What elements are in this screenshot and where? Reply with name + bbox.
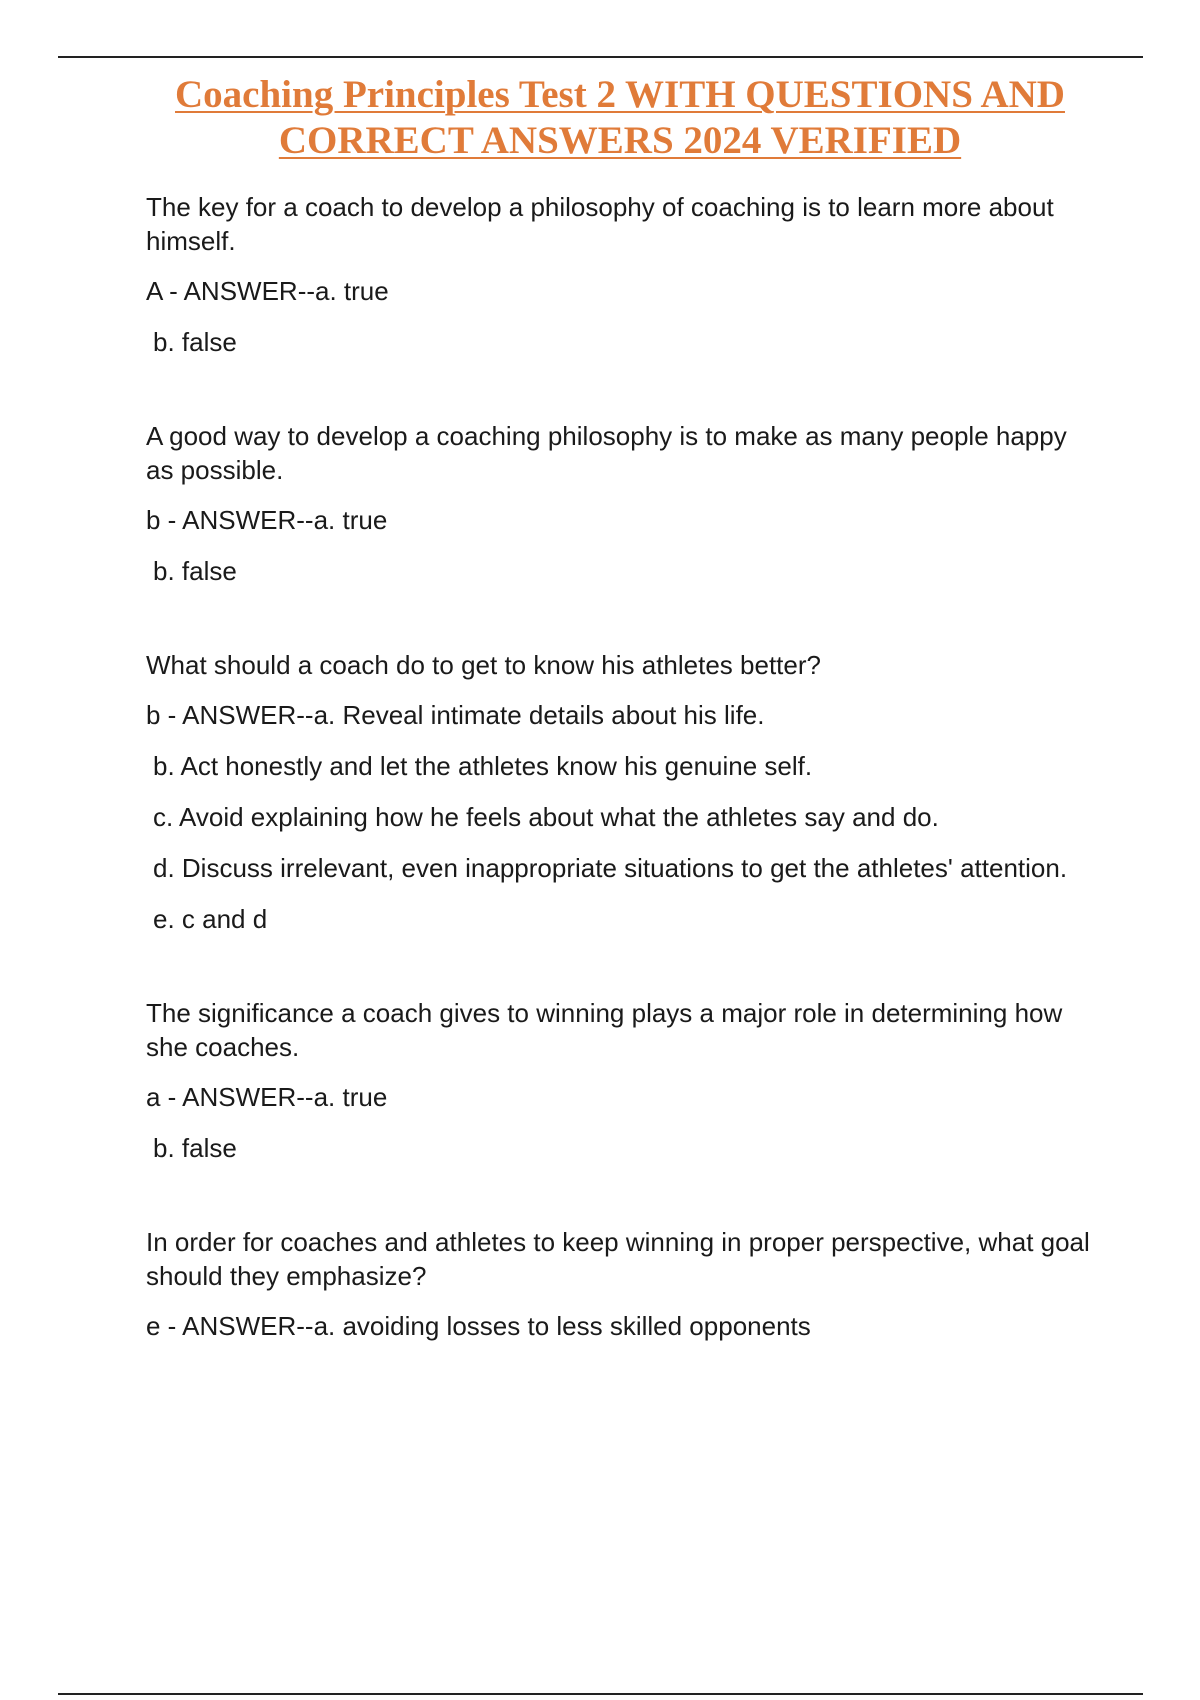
- question-block-1: [146, 190, 1090, 359]
- question-block-4: [146, 996, 1090, 1165]
- question-block-2: [146, 419, 1090, 588]
- answer-line: A - ANSWER--a. true: [146, 276, 389, 306]
- title-line-1: Coaching Principles Test 2 WITH QUESTIONS AND: [175, 73, 1065, 116]
- answer-line: b - ANSWER--a. Reveal intimate details about his life.: [146, 700, 765, 730]
- question-text: The key for a coach to develop a philosophy of coaching is to learn more about himself.: [146, 192, 1054, 256]
- top-rule: [58, 56, 1143, 58]
- question-block-3: [146, 648, 1090, 936]
- answer-option: b. false: [153, 556, 237, 586]
- answer-option: b. false: [153, 327, 237, 357]
- answer-option: b. false: [153, 1133, 237, 1163]
- question-text: The significance a coach gives to winning plays a major role in determining how she coaches.: [146, 998, 1063, 1062]
- answer-option: d. Discuss irrelevant, even inappropriate situations to get the athletes' attention.: [153, 853, 1068, 883]
- answer-line: a - ANSWER--a. true: [146, 1082, 388, 1112]
- answer-line: b - ANSWER--a. true: [146, 505, 388, 535]
- answer-line: e - ANSWER--a. avoiding losses to less skilled opponents: [146, 1311, 811, 1341]
- title-line-2: CORRECT ANSWERS 2024 VERIFIED: [278, 119, 962, 162]
- question-block-5: [146, 1225, 1090, 1343]
- answer-option: e. c and d: [153, 904, 268, 934]
- question-list: [146, 190, 1090, 1360]
- question-text: A good way to develop a coaching philosophy is to make as many people happy as possible.: [146, 421, 1067, 485]
- bottom-rule: [58, 1693, 1143, 1695]
- question-text: In order for coaches and athletes to keep winning in proper perspective, what goal should they emphasize?: [146, 1227, 1090, 1291]
- question-text: What should a coach do to get to know his athletes better?: [146, 650, 821, 680]
- answer-option: c. Avoid explaining how he feels about what the athletes say and do.: [153, 802, 939, 832]
- page-title: [100, 72, 1140, 164]
- answer-option: b. Act honestly and let the athletes know his genuine self.: [153, 751, 813, 781]
